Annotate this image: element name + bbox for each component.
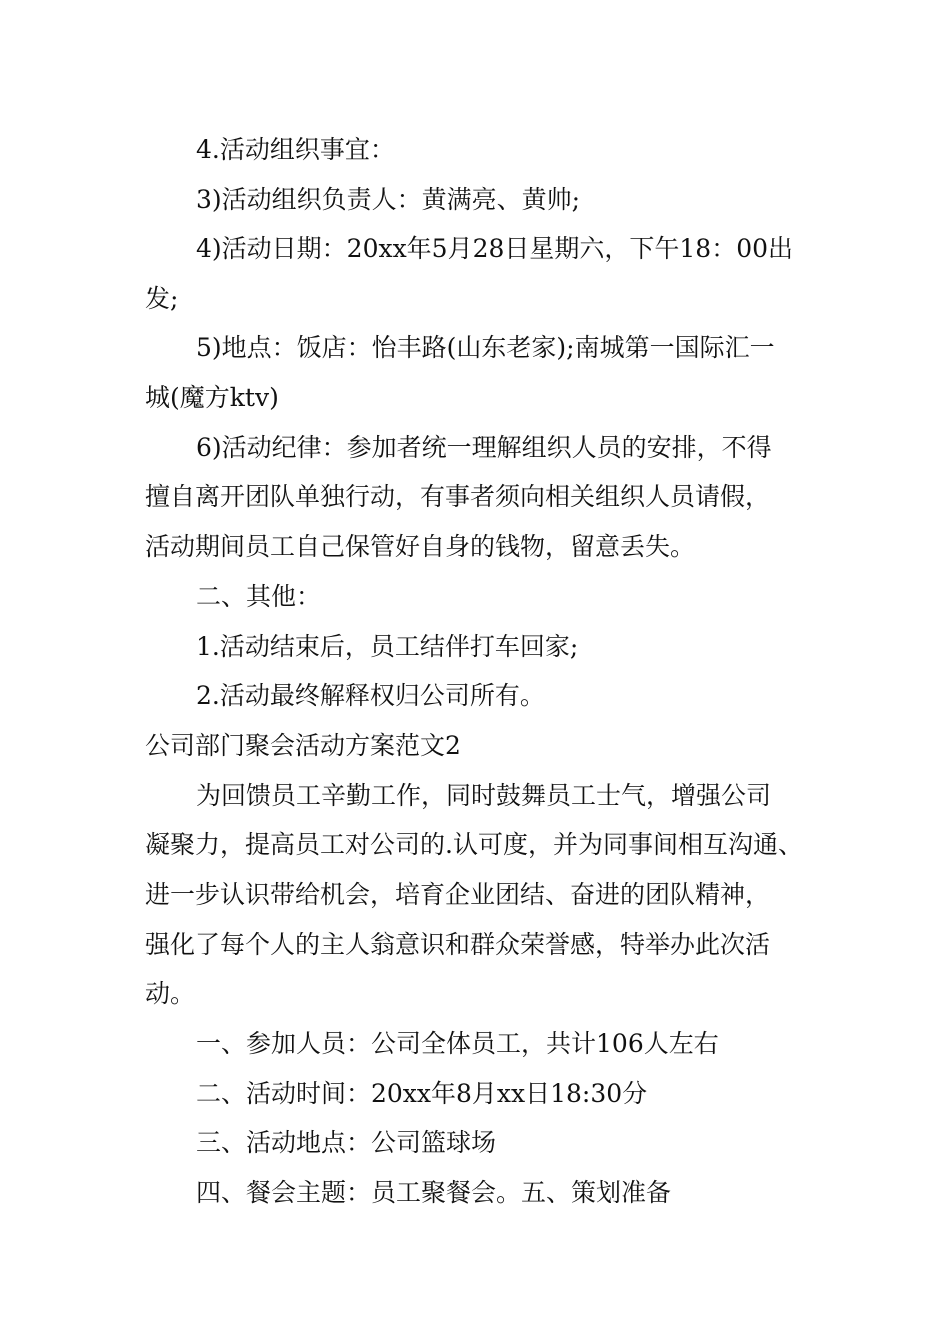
section-title: 公司部门聚会活动方案范文2 (145, 731, 461, 760)
other-item-1: 1.活动结束后，员工结伴打车回家; (196, 632, 579, 661)
activity-date-line: 4)活动日期：20xx年5月28日星期六，下午18：00出 (196, 234, 794, 263)
activity-date-line-cont: 发; (145, 284, 179, 313)
intro-paragraph-line-2: 凝聚力，提高员工对公司的.认可度，并为同事间相互沟通、 (145, 830, 803, 859)
discipline-line-cont-2: 活动期间员工自己保管好自身的钱物，留意丢失。 (145, 532, 696, 561)
location-line-cont: 城(魔方ktv) (145, 383, 279, 412)
intro-paragraph-line-1: 为回馈员工辛勤工作，同时鼓舞员工士气，增强公司 (196, 781, 772, 810)
activity-location-line: 三、活动地点：公司篮球场 (196, 1128, 497, 1157)
participants-line: 一、参加人员：公司全体员工，共计106人左右 (196, 1029, 719, 1058)
location-line: 5)地点：饭店：怡丰路(山东老家);南城第一国际汇一 (196, 333, 775, 362)
other-item-2: 2.活动最终解释权归公司所有。 (196, 681, 545, 710)
section-item-4-heading: 4.活动组织事宜： (196, 135, 395, 164)
organizer-line: 3)活动组织负责人：黄满亮、黄帅; (196, 185, 581, 214)
activity-time-line: 二、活动时间：20xx年8月xx日18:30分 (196, 1079, 648, 1108)
discipline-line-cont-1: 擅自离开团队单独行动，有事者须向相关组织人员请假， (145, 482, 771, 511)
dinner-theme-line: 四、餐会主题：员工聚餐会。五、策划准备 (196, 1178, 672, 1207)
intro-paragraph-line-3: 进一步认识带给机会，培育企业团结、奋进的团队精神， (145, 880, 771, 909)
intro-paragraph-line-4: 强化了每个人的主人翁意识和群众荣誉感，特举办此次活 (145, 930, 771, 959)
discipline-line: 6)活动纪律：参加者统一理解组织人员的安排，不得 (196, 433, 772, 462)
intro-paragraph-line-5: 动。 (145, 979, 196, 1008)
other-heading: 二、其他： (196, 582, 322, 611)
